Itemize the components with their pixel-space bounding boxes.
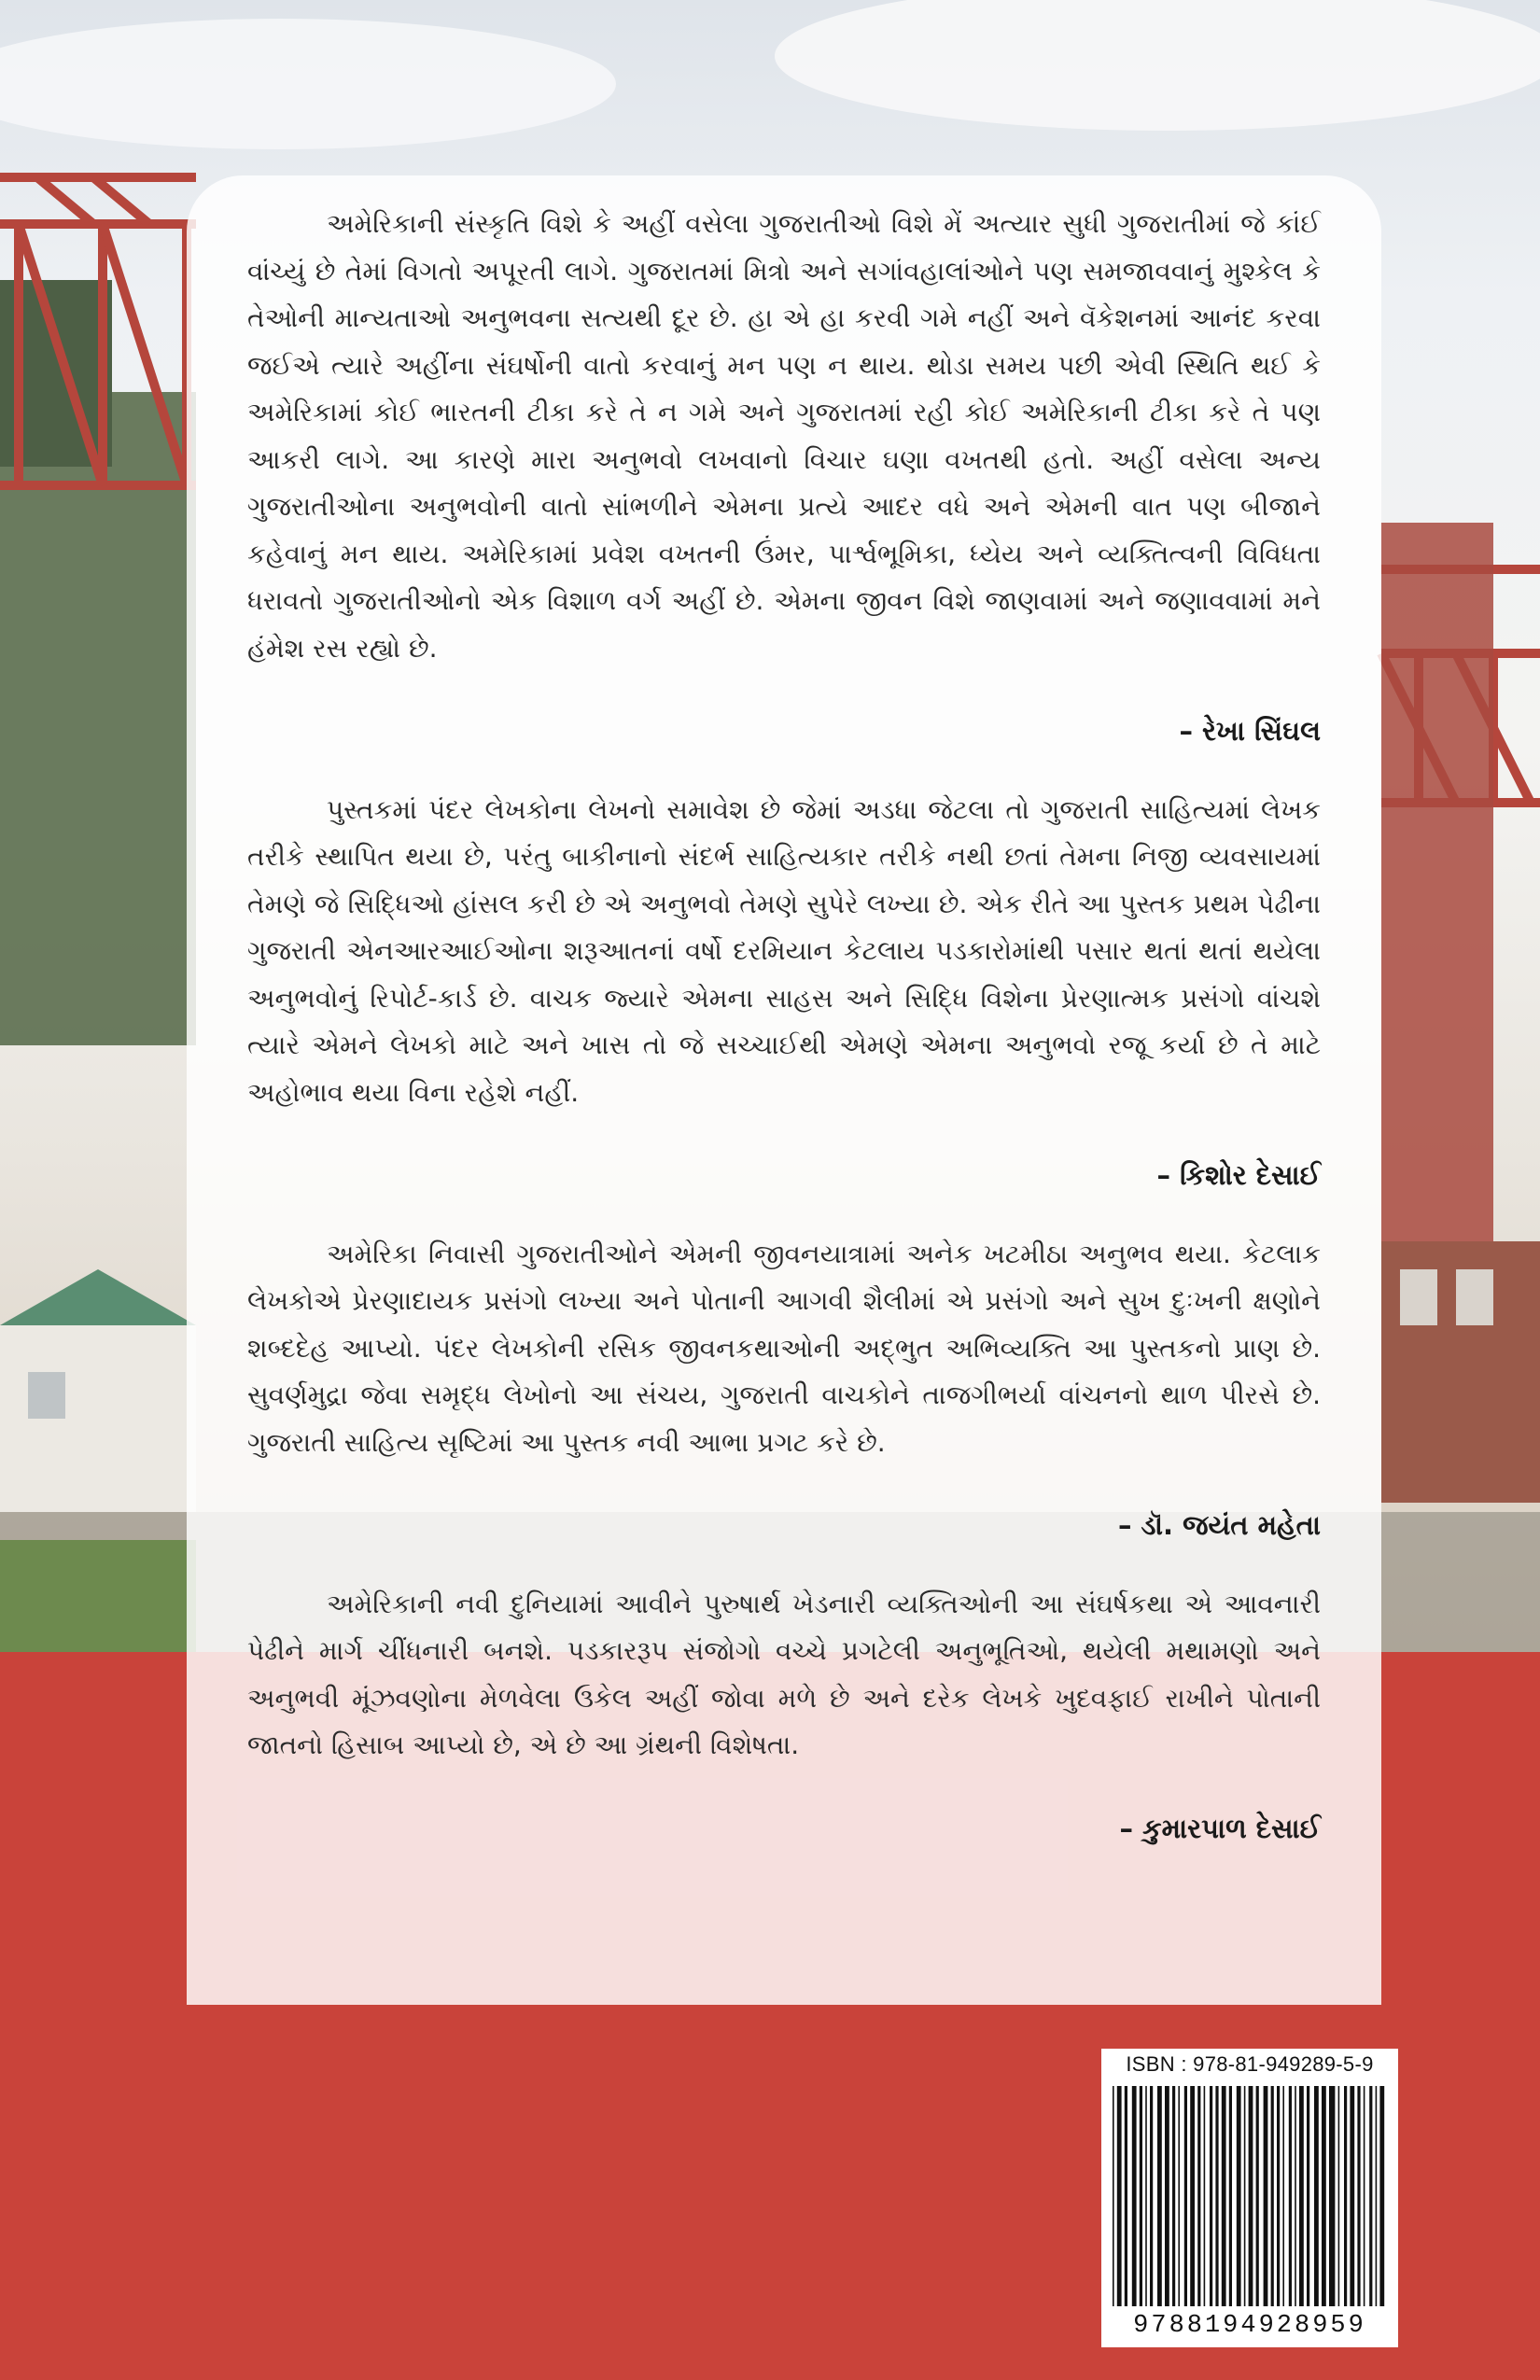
- barcode-bar: [1264, 2086, 1268, 2306]
- barcode-bar: [1249, 2086, 1253, 2306]
- barcode-bar: [1210, 2086, 1212, 2306]
- barcode-bar: [1222, 2086, 1226, 2306]
- paragraph-1: અમેરિકાની સંસ્કૃતિ વિશે કે અહીં વસેલા ગુજરાતીઓ વિશે મેં અત્યાર સુધી ગુજરાતીમાં જે કાંઈ વાંચ્યું છે તેમાં વિગતો અપૂરતી લાગે. ગુજરાતમાં મિત્રો અને સગાંવહાલાંઓને પણ સમજાવવાનું મુશ્કેલ કે તેઓની માન્યતાઓ અનુભવના સત્યથી દૂર છે. હા એ હા કરવી ગમે નહીં અને વૅકેશનમાં આનંદ કરવા જઈએ ત્યારે અહીંના સંઘર્ષોની વાતો કરવાનું મન પણ ન થાય. થોડા સમય પછી એવી સ્થિતિ થઈ કે અમેરિકામાં કોઈ ભારતની ટીકા કરે તે ન ગમે અને ગુજરાતમાં રહી કોઈ અમેરિકાની ટીકા કરે તે પણ આકરી લાગે. આ કારણે મારા અનુભવો લખવાનો વિચાર ઘણા વખતથી હતો. અહીં વસેલા અન્ય ગુજરાતીઓના અનુભવોની વાતો સાંભળીને એમના પ્રત્યે આદર વધે અને એમની વાત પણ બીજાને કહેવાનું મન થાય. અમેરિકામાં પ્રવેશ વખતની ઉંમર, પાર્શ્વભૂમિકા, ધ્યેય અને વ્યક્તિત્વની વિવિધતા ધરાવતો ગુજરાતીઓનો એક વિશાળ વર્ગ અહીં છે. એમના જીવન વિશે જાણવામાં અને જણાવવામાં મને હંમેશ રસ રહ્યો છે.: [247, 208, 1321, 664]
- isbn-digits: 9788194928959: [1133, 2312, 1366, 2340]
- barcode-bar: [1190, 2086, 1195, 2306]
- barcode-bar: [1277, 2086, 1280, 2306]
- barcode-bar: [1244, 2086, 1246, 2306]
- barcode-bar: [1282, 2086, 1284, 2306]
- barcode-bar: [1350, 2086, 1354, 2306]
- barcode-bar: [1314, 2086, 1319, 2306]
- barcode-bar: [1157, 2086, 1162, 2306]
- barcode-bar: [1369, 2086, 1372, 2306]
- author-3: – ડૉ. જયંત મહેતા: [1117, 1509, 1321, 1541]
- isbn-barcode-box: [1101, 2049, 1398, 2347]
- paragraph-3: અમેરિકા નિવાસી ગુજરાતીઓને એમની જીવનયાત્રામાં અનેક ખટમીઠા અનુભવ થયા. કેટલાક લેખકોએ પ્રેરણાદાયક પ્રસંગો લખ્યા અને પોતાની આગવી શૈલીમાં એ પ્રસંગો અને સુખ દુઃખની ક્ષણોને શબ્દદેહ આપ્યો. પંદર લેખકોની રસિક જીવનકથાઓની અદ્ભુત અભિવ્યક્તિ આ પુસ્તકનો પ્રાણ છે. સુવર્ણમુદ્રા જેવા સમૃદ્ધ લેખોનો આ સંચય, ગુજરાતી વાચકોને તાજગીભર્યા વાંચનનો થાળ પીરસે છે. ગુજરાતી સાહિત્ય સૃષ્ટિમાં આ પુસ્તક નવી આભા પ્રગટ કરે છે.: [247, 1238, 1321, 1458]
- barcode-bar: [1295, 2086, 1296, 2306]
- barcode-bar: [1376, 2086, 1378, 2306]
- barcode-bar: [1132, 2086, 1137, 2306]
- barcode-bar: [1338, 2086, 1340, 2306]
- barcode-bar: [1357, 2086, 1360, 2306]
- barcode-bar: [1229, 2086, 1232, 2306]
- barcode-bar: [1113, 2086, 1114, 2306]
- barcode-bar: [1322, 2086, 1326, 2306]
- barcode-bar: [1165, 2086, 1169, 2306]
- barcode-bar: [1256, 2086, 1259, 2306]
- barcode-bar: [1150, 2086, 1153, 2306]
- barcode-icon: [1109, 2086, 1391, 2310]
- paragraph-4: અમેરિકાની નવી દુનિયામાં આવીને પુરુષાર્થ ખેડનારી વ્યક્તિઓની આ સંઘર્ષકથા એ આવનારી પેઢીને માર્ગ ચીંધનારી બનશે. પડકારરૂપ સંજોગો વચ્ચે પ્રગટેલી અનુભૂતિઓ, થયેલી મથામણો અને અનુભવી મૂંઝવણોના મેળવેલા ઉકેલ અહીં જોવા મળે છે અને દરેક લેખકે ખુદવફાઈ રાખીને પોતાની જાતનો હિસાબ આપ્યો છે, એ છે આ ગ્રંથની વિશેષતા.: [247, 1588, 1321, 1760]
- barcode-bar: [1125, 2086, 1127, 2306]
- paragraph-2: પુસ્તકમાં પંદર લેખકોના લેખનો સમાવેશ છે જેમાં અડધા જેટલા તો ગુજરાતી સાહિત્યમાં લેખક તરીકે સ્થાપિત થયા છે, પરંતુ બાકીનાનો સંદર્ભ સાહિત્યકાર તરીકે નથી છતાં તેમના નિજી વ્યવસાયમાં તેમણે જે સિદ્ધિઓ હાંસલ કરી છે એ અનુભવો તેમણે સુપેરે લખ્યા છે. એક રીતે આ પુસ્તક પ્રથમ પેઢીના ગુજરાતી એનઆરઆઈઓના શરૂઆતનાં વર્ષો દરમિયાન કેટલાય પડકારોમાંથી પસાર થતાં થતાં થયેલા અનુભવોનું રિપોર્ટ-કાર્ડ છે. વાચક જ્યારે એમના સાહસ અને સિદ્ધિ વિશેના પ્રેરણાત્મક પ્રસંગો વાંચશે ત્યારે એમને લેખકો માટે અને ખાસ તો જે સચ્ચાઈથી એમણે એમના અનુભવો રજૂ કર્યા છે તે માટે અહોભાવ થયા વિના રહેશે નહીં.: [247, 793, 1321, 1108]
- barcode-bar: [1289, 2086, 1292, 2306]
- author-2: – કિશોર દેસાઈ: [1156, 1159, 1321, 1191]
- barcode-bar: [1364, 2086, 1365, 2306]
- barcode-bar: [1344, 2086, 1347, 2306]
- back-cover-text: [247, 201, 1321, 1883]
- barcode-bar: [1204, 2086, 1206, 2306]
- isbn-label: ISBN : 978-81-949289-5-9: [1126, 2052, 1374, 2076]
- barcode-bar: [1140, 2086, 1142, 2306]
- author-4: – કુમારપાળ દેસાઈ: [1119, 1812, 1321, 1844]
- author-1: – રેખા સિંઘલ: [1179, 715, 1321, 747]
- barcode-bar: [1172, 2086, 1175, 2306]
- barcode-bar: [1184, 2086, 1187, 2306]
- barcode-bar: [1271, 2086, 1274, 2306]
- barcode-bar: [1237, 2086, 1241, 2306]
- barcode-bar: [1299, 2086, 1304, 2306]
- barcode-bar: [1379, 2086, 1384, 2306]
- barcode-bar: [1145, 2086, 1147, 2306]
- barcode-bar: [1117, 2086, 1122, 2306]
- barcode-bar: [1329, 2086, 1335, 2306]
- barcode-bar: [1178, 2086, 1180, 2306]
- barcode-bar: [1197, 2086, 1200, 2306]
- barcode-bar: [1215, 2086, 1218, 2306]
- barcode-bar: [1307, 2086, 1309, 2306]
